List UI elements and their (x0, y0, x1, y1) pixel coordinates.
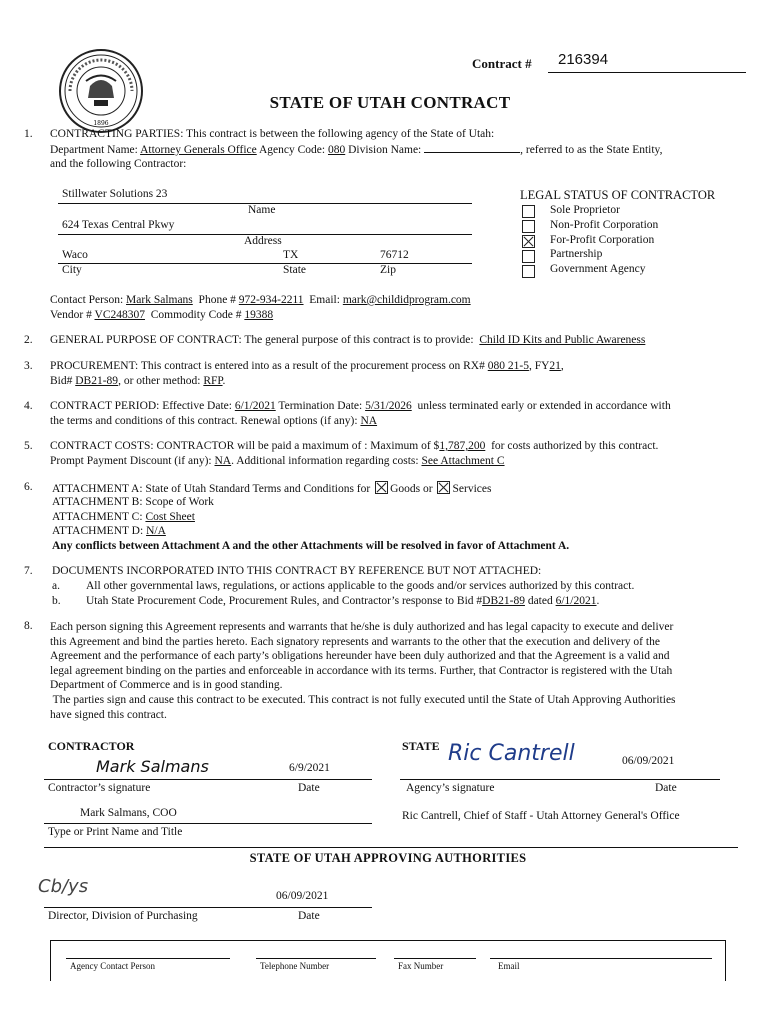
agency-sig-label: Agency’s signature (406, 782, 495, 794)
item-b-label: b. (52, 595, 61, 607)
other-method-value: RFP (203, 375, 223, 387)
contractor-heading: CONTRACTOR (48, 739, 135, 753)
contractor-sig-label: Contractor’s signature (48, 782, 151, 794)
email-label: Email: (309, 294, 340, 306)
vendor-value: VC248307 (94, 309, 145, 321)
effective-date-value: 6/1/2021 (234, 400, 276, 412)
effective-date-label: CONTRACT PERIOD: Effective Date: (50, 400, 232, 412)
section-1-line3: and the following Contractor: (50, 158, 187, 170)
director-signature: Cb/ys (38, 876, 89, 897)
contractor-printed-name: Mark Salmans, COO (80, 807, 177, 819)
purpose-value: Child ID Kits and Public Awareness (479, 334, 646, 346)
period-rest: unless terminated early or extended in accordance with (417, 400, 671, 412)
item-b-dated: dated (527, 595, 553, 607)
bid-value: DB21-89 (75, 375, 119, 387)
contractor-sig-line (44, 779, 372, 780)
services-label: Services (452, 483, 492, 495)
agency-code-label: Agency Code: (258, 144, 326, 156)
director-sign-date: 06/09/2021 (276, 890, 329, 902)
section-2-number: 2. (24, 334, 33, 346)
period: . (222, 375, 226, 387)
checkbox-partnership[interactable] (522, 250, 535, 263)
fy-label: , FY (528, 360, 550, 372)
contractor-name-value: Stillwater Solutions 23 (62, 188, 168, 200)
contractor-name-label: Name (248, 204, 276, 216)
section-4-line2 (50, 415, 377, 427)
state-printed-name: Ric Cantrell, Chief of Staff - Utah Attorney General's Office (402, 810, 680, 822)
section-3-number: 3. (24, 360, 33, 372)
state-date-label: Date (655, 782, 677, 794)
contractor-sign-date: 6/9/2021 (289, 762, 330, 774)
state-sign-date: 06/09/2021 (622, 755, 675, 767)
svg-text:1896: 1896 (93, 120, 109, 127)
type-print-label: Type or Print Name and Title (48, 826, 183, 838)
section-1-line1: CONTRACTING PARTIES: This contract is between the following agency of the State of Utah: (50, 128, 495, 140)
contractor-address-value: 624 Texas Central Pkwy (62, 219, 175, 231)
contact-person-value: Mark Salmans (126, 294, 193, 306)
section-3-line2 (50, 375, 225, 387)
contract-number-label: Contract # (472, 56, 532, 71)
phone-value: 972-934-2211 (238, 294, 304, 306)
footer-line-fax (394, 958, 476, 959)
contractor-city-line (58, 263, 472, 264)
contractor-signature: Mark Salmans (96, 757, 209, 776)
costs-rest: for costs authorized by this contract. (491, 440, 659, 452)
goods-checkbox[interactable] (375, 481, 388, 494)
division-blank (424, 143, 520, 153)
max-cost-value: 1,787,200 (439, 440, 486, 452)
footer-telephone: Telephone Number (260, 961, 330, 971)
conflict-note: Any conflicts between Attachment A and the other Attachments will be resolved in favor of Attachment A. (52, 540, 570, 552)
contractor-zip-value: 76712 (380, 249, 409, 261)
vendor-line (50, 309, 273, 321)
contractor-date-label: Date (298, 782, 320, 794)
state-heading: STATE (402, 739, 440, 753)
vendor-label: Vendor # (50, 309, 92, 321)
item-b-bid: DB21-89 (482, 595, 525, 607)
attachment-d (52, 525, 166, 537)
rx-value: 080 21-5 (487, 360, 529, 372)
section-5-line2 (50, 455, 505, 467)
section-4-line1 (50, 400, 671, 412)
section-8-line: Each person signing this Agreement represents and warrants that he/she is duly authorized and has legal capacity to execute and deliver (50, 621, 674, 633)
other-method-label: , or other method: (118, 375, 201, 387)
attachment-d-value: N/A (146, 525, 166, 537)
renewal-label: the terms and conditions of this contract. Renewal options (if any): (50, 415, 358, 427)
contractor-state-label: State (283, 264, 306, 276)
renewal-value: NA (360, 415, 378, 427)
agency-code-value: 080 (327, 144, 346, 156)
dept-value: Attorney Generals Office (140, 144, 257, 156)
section-1-line2 (50, 143, 662, 156)
contract-number: 216394 (558, 51, 609, 68)
termination-date-value: 5/31/2026 (365, 400, 412, 412)
section-8-line: this Agreement and bind the parties hereto. Each signatory represents and warrants to the other that the execution and delivery of the (50, 635, 660, 648)
page-title: STATE OF UTAH CONTRACT (269, 93, 511, 112)
director-date-label: Date (298, 910, 320, 922)
state-signature: Ric Cantrell (448, 741, 575, 766)
dept-label: Department Name: (50, 144, 138, 156)
section-8-line: have signed this contract. (50, 708, 167, 721)
director-sig-line (44, 907, 372, 908)
contact-line (50, 294, 471, 306)
option-label: Non-Profit Corporation (550, 219, 659, 231)
footer-line-email (490, 958, 712, 959)
purpose-label: GENERAL PURPOSE OF CONTRACT: The general purpose of this contract is to provide: (50, 334, 474, 346)
prompt-payment-value: NA (214, 455, 232, 467)
section-5-line1 (50, 440, 658, 452)
section-5-number: 5. (24, 440, 33, 452)
termination-date-label: Termination Date: (278, 400, 363, 412)
prompt-payment-label: Prompt Payment Discount (if any): (50, 455, 212, 467)
section-1-number: 1. (24, 128, 33, 140)
footer-line-agency (66, 958, 230, 959)
email-value: mark@childidprogram.com (342, 294, 471, 306)
section-8-line: Department of Commerce and is in good standing. (50, 679, 283, 692)
contractor-zip-label: Zip (380, 264, 396, 276)
section-6-number: 6. (24, 481, 33, 493)
section-8-body (50, 620, 750, 722)
state-sig-line (400, 779, 720, 780)
checkbox-for-profit-checked[interactable] (522, 235, 535, 248)
state-seal (58, 48, 144, 134)
services-checkbox[interactable] (437, 481, 450, 494)
checkbox-non-profit[interactable] (522, 220, 535, 233)
attachment-c (52, 511, 195, 523)
item-b-body: Utah State Procurement Code, Procurement Rules, and Contractor’s response to Bid # (86, 595, 483, 607)
fy-value: 21 (549, 360, 561, 372)
phone-label: Phone # (198, 294, 236, 306)
contractor-name-sig-line (44, 823, 372, 824)
attachment-a-text: ATTACHMENT A: State of Utah Standard Terms and Conditions for (52, 483, 371, 495)
costs-label: CONTRACT COSTS: CONTRACTOR will be paid a maximum of : Maximum of $ (50, 440, 440, 452)
attachment-c-label: ATTACHMENT C: (52, 511, 143, 523)
director-label: Director, Division of Purchasing (48, 910, 198, 922)
legal-status-title: LEGAL STATUS OF CONTRACTOR (520, 188, 716, 202)
option-label: Partnership (550, 248, 603, 260)
contractor-city-label: City (62, 264, 82, 276)
item-b-text (86, 595, 599, 607)
option-label: Sole Proprietor (550, 204, 620, 216)
commodity-value: 19388 (244, 309, 274, 321)
additional-info-label: . Additional information regarding costs: (231, 455, 419, 467)
section-3-line1: PROCUREMENT: This contract is entered into as a result of the procurement process on RX# 080 21-5, FY21, (50, 360, 564, 372)
section-8-line: Agreement and the performance of each party’s obligations hereunder have been duly authorized and that the Agreement is a valid and (50, 650, 670, 663)
procurement-label: PROCUREMENT: This contract is entered into as a result of the procurement process on RX# (50, 360, 485, 372)
attachment-c-value: Cost Sheet (145, 511, 195, 523)
goods-label: Goods or (390, 483, 433, 495)
contact-person-label: Contact Person: (50, 294, 124, 306)
contractor-city-value: Waco (62, 249, 88, 261)
bid-label: Bid# (50, 375, 73, 387)
section-8-line: The parties sign and cause this contract to be executed. This contract is not fully executed until the State of Utah Approving Authorities (50, 693, 676, 706)
option-label: Government Agency (550, 263, 646, 275)
footer-agency-contact: Agency Contact Person (70, 961, 155, 971)
approving-title: STATE OF UTAH APPROVING AUTHORITIES (249, 851, 527, 865)
item-a-text: All other governmental laws, regulations, or actions applicable to the goods and/or services authorized by this contract. (86, 580, 635, 592)
contractor-address-label: Address (244, 235, 282, 247)
option-label: For-Profit Corporation (550, 234, 655, 246)
section-7-title: DOCUMENTS INCORPORATED INTO THIS CONTRACT BY REFERENCE BUT NOT ATTACHED: (52, 565, 542, 577)
contractor-state-value: TX (283, 249, 299, 261)
footer-fax: Fax Number (398, 961, 444, 971)
checkbox-government-agency[interactable] (522, 265, 535, 278)
division-label: Division Name: (348, 144, 422, 156)
checkbox-sole-proprietor[interactable] (522, 205, 535, 218)
attachment-d-label: ATTACHMENT D: (52, 525, 144, 537)
approving-top-rule (44, 847, 738, 848)
attachment-b: ATTACHMENT B: Scope of Work (52, 496, 214, 508)
attachment-a (52, 481, 491, 495)
footer-line-phone (256, 958, 376, 959)
state-entity-text: , referred to as the State Entity, (520, 144, 663, 156)
item-b-end: . (596, 595, 600, 607)
footer-email: Email (498, 961, 520, 971)
contract-number-line (548, 72, 746, 73)
additional-info-value: See Attachment C (421, 455, 505, 467)
section-4-number: 4. (24, 400, 33, 412)
section-8-line: legal agreement binding on the parties and enforceable in accordance with its terms. Further, that Contractor is registered with the Utah (50, 664, 673, 677)
item-b-date: 6/1/2021 (555, 595, 597, 607)
section-2-text (50, 334, 645, 346)
section-7-number: 7. (24, 565, 33, 577)
section-8-number: 8. (24, 620, 33, 632)
commodity-label: Commodity Code # (150, 309, 242, 321)
item-a-label: a. (52, 580, 60, 592)
